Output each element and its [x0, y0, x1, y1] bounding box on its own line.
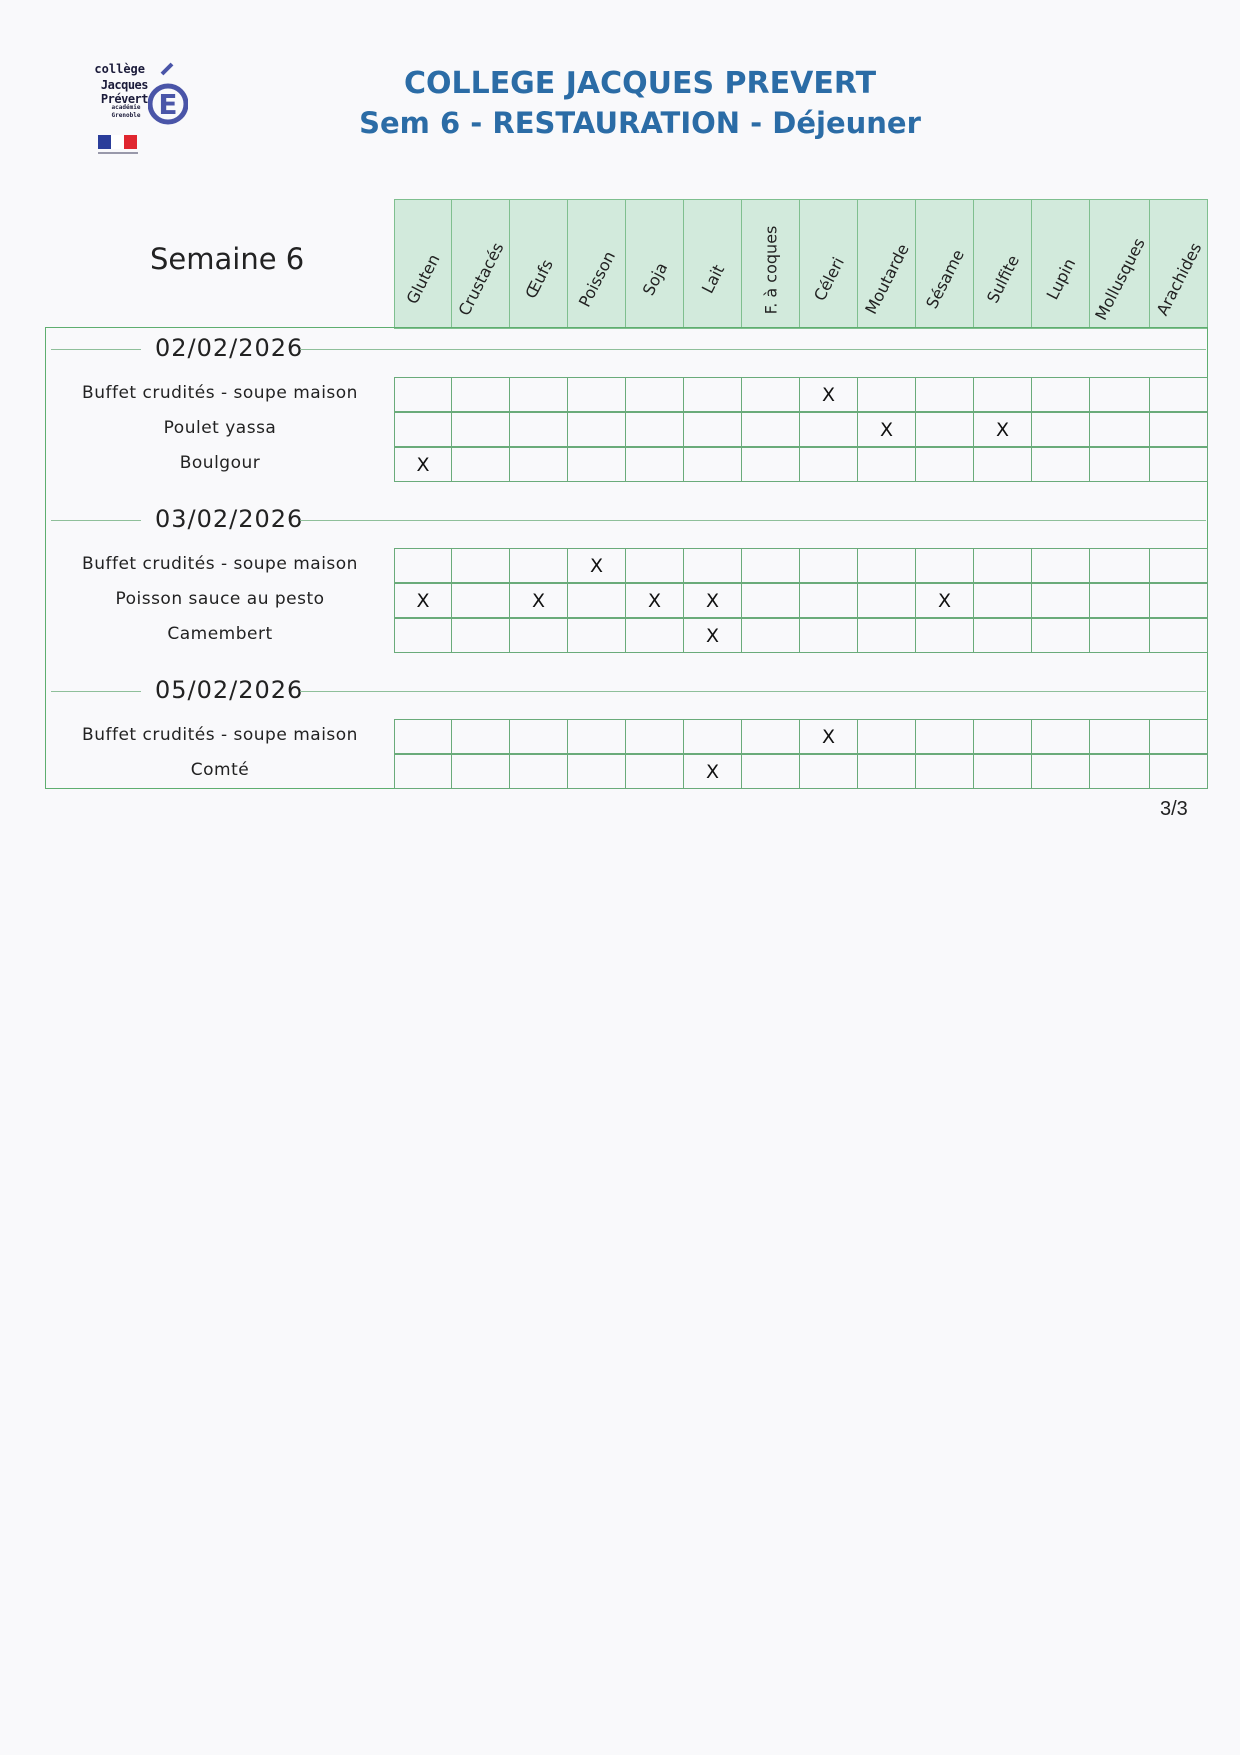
allergen-cell: [684, 754, 742, 789]
allergen-cell: [974, 583, 1032, 618]
allergen-cell: [1032, 618, 1090, 653]
allergen-header-label: F. à coques: [761, 226, 780, 315]
allergen-cell: [510, 719, 568, 754]
allergen-header-label: Soja: [638, 259, 671, 299]
allergen-cell: [858, 754, 916, 789]
allergen-mark: X: [531, 590, 546, 612]
allergen-cell: [568, 719, 626, 754]
allergen-cell: [1150, 377, 1208, 412]
allergen-cell: [742, 618, 800, 653]
menu-item-name: Boulgour: [179, 453, 261, 473]
allergen-cell: [974, 754, 1032, 789]
allergen-cell: [858, 377, 916, 412]
allergen-header-label: Lupin: [1042, 255, 1079, 304]
allergen-cell: [1090, 412, 1150, 447]
allergen-cell: [394, 583, 452, 618]
allergen-cell: [974, 412, 1032, 447]
date-header: [48, 676, 1206, 706]
allergen-header-label: Moutarde: [860, 241, 913, 318]
allergen-cell: [394, 754, 452, 789]
svg-text:E: E: [158, 88, 178, 121]
date-header: [48, 505, 1206, 535]
allergen-cell: [1150, 719, 1208, 754]
allergen-header-10: [974, 199, 1032, 329]
allergen-cell: [858, 447, 916, 482]
allergen-header-2: [510, 199, 568, 329]
allergen-cell: [684, 377, 742, 412]
menu-item-name: Buffet crudités - soupe maison: [82, 725, 358, 745]
allergen-cell: [626, 548, 684, 583]
allergen-grid-row: [394, 548, 1208, 583]
allergen-header-13: [1150, 199, 1208, 329]
allergen-cell: [858, 583, 916, 618]
allergen-cell: [510, 548, 568, 583]
allergen-cell: [510, 583, 568, 618]
allergen-cell: [974, 719, 1032, 754]
college-logo: [48, 42, 188, 162]
logo-academie: [104, 104, 148, 120]
allergen-cell: [626, 719, 684, 754]
allergen-cell: [800, 548, 858, 583]
logo-academie-line1: académie: [111, 104, 141, 111]
allergen-cell: [510, 447, 568, 482]
allergen-cell: [1032, 412, 1090, 447]
allergen-cell: [684, 412, 742, 447]
allergen-header-11: [1032, 199, 1090, 329]
allergen-cell: [684, 583, 742, 618]
allergen-mark: X: [647, 590, 662, 612]
allergen-header-3: [568, 199, 626, 329]
allergen-cell: [742, 583, 800, 618]
allergen-cell: [916, 719, 974, 754]
allergen-header-label: Lait: [697, 261, 728, 297]
allergen-header-label: Céleri: [809, 254, 848, 305]
allergen-cell: [974, 548, 1032, 583]
allergen-cell: [684, 548, 742, 583]
allergen-cell: [394, 447, 452, 482]
allergen-cell: [800, 618, 858, 653]
allergen-cell: [1150, 618, 1208, 653]
allergen-header-label: Mollusques: [1090, 235, 1149, 324]
allergen-cell: [858, 719, 916, 754]
allergen-cell: [974, 447, 1032, 482]
allergen-cell: [1032, 719, 1090, 754]
allergen-cell: [916, 548, 974, 583]
allergen-cell: [626, 583, 684, 618]
allergen-cell: [568, 548, 626, 583]
menu-item-name: Buffet crudités - soupe maison: [82, 383, 358, 403]
allergen-cell: [626, 447, 684, 482]
allergen-cell: [510, 377, 568, 412]
logo-college-name: Jacques Prévert: [100, 78, 148, 106]
page-subtitle: Sem 6 - RESTAURATION - Déjeuner: [359, 106, 921, 140]
allergen-header-0: [394, 199, 452, 329]
allergen-cell: [684, 618, 742, 653]
allergen-mark: X: [705, 590, 720, 612]
allergen-cell: [1150, 412, 1208, 447]
allergen-header-4: [626, 199, 684, 329]
allergen-cell: [1032, 377, 1090, 412]
allergen-cell: [858, 618, 916, 653]
allergen-cell: [394, 412, 452, 447]
allergen-cell: [394, 618, 452, 653]
date-label: 05/02/2026: [155, 676, 304, 704]
allergen-cell: [1032, 548, 1090, 583]
allergen-cell: [452, 583, 510, 618]
allergen-header-label: Arachides: [1152, 239, 1205, 319]
allergen-cell: [626, 412, 684, 447]
allergen-cell: [568, 377, 626, 412]
allergen-cell: [742, 412, 800, 447]
allergen-cell: [916, 754, 974, 789]
allergen-cell: [800, 583, 858, 618]
allergen-mark: X: [589, 555, 604, 577]
allergen-header-label: Crustacés: [454, 239, 507, 319]
allergen-header-12: [1090, 199, 1150, 329]
allergen-header-5: [684, 199, 742, 329]
allergen-grid-row: [394, 412, 1208, 447]
page-title: COLLEGE JACQUES PREVERT: [403, 66, 877, 101]
allergen-cell: [742, 719, 800, 754]
allergen-cell: [626, 754, 684, 789]
allergen-grid-row: [394, 447, 1208, 482]
week-label: Semaine 6: [150, 242, 305, 276]
allergen-cell: [1090, 377, 1150, 412]
allergen-mark: X: [416, 454, 430, 476]
date-divider-right: [300, 520, 1206, 521]
allergen-cell: [800, 412, 858, 447]
allergen-cell: [1150, 447, 1208, 482]
allergen-mark: X: [821, 384, 836, 406]
date-divider-left: [51, 520, 141, 521]
allergen-grid-row: [394, 377, 1208, 412]
date-header: [48, 334, 1206, 364]
allergen-grid-row: [394, 618, 1208, 653]
allergen-header-label: Gluten: [402, 251, 444, 308]
allergen-header-1: [452, 199, 510, 329]
allergen-cell: [684, 719, 742, 754]
allergen-cell: [1090, 618, 1150, 653]
allergen-mark: X: [821, 726, 836, 748]
allergen-cell: [800, 719, 858, 754]
logo-college-word: collège: [94, 62, 145, 76]
allergen-cell: [974, 377, 1032, 412]
allergen-cell: [452, 377, 510, 412]
allergen-header-8: [858, 199, 916, 329]
allergen-cell: [916, 447, 974, 482]
allergen-cell: [452, 618, 510, 653]
allergen-cell: [1150, 583, 1208, 618]
allergen-cell: [626, 618, 684, 653]
page-number: 3/3: [1160, 798, 1188, 820]
allergen-cell: [858, 412, 916, 447]
allergen-cell: [742, 447, 800, 482]
logo-divider: [98, 152, 138, 154]
allergen-cell: [916, 377, 974, 412]
allergen-cell: [1150, 548, 1208, 583]
allergen-grid-row: [394, 719, 1208, 754]
allergen-cell: [568, 412, 626, 447]
allergen-cell: [568, 754, 626, 789]
allergen-header-label: Sulfite: [982, 252, 1023, 307]
allergen-header-label: Œufs: [520, 256, 557, 303]
allergen-cell: [1090, 583, 1150, 618]
allergen-header-label: Poisson: [574, 248, 619, 311]
allergen-mark: X: [416, 590, 430, 612]
allergen-cell: [568, 618, 626, 653]
date-divider-right: [300, 691, 1206, 692]
allergen-cell: [684, 447, 742, 482]
allergen-cell: [510, 754, 568, 789]
allergen-cell: [568, 583, 626, 618]
allergen-cell: [452, 754, 510, 789]
menu-item-name: Poulet yassa: [163, 418, 277, 438]
allergen-cell: [800, 377, 858, 412]
allergen-mark: X: [937, 590, 952, 612]
allergen-grid-row: [394, 754, 1208, 789]
logo-academie-line2: Grenoble: [111, 112, 141, 119]
allergen-mark: X: [879, 419, 894, 441]
menu-item-name: Comté: [190, 760, 250, 780]
allergen-cell: [1032, 583, 1090, 618]
allergen-cell: [626, 377, 684, 412]
allergen-mark: X: [995, 419, 1010, 441]
allergen-grid-row: [394, 583, 1208, 618]
allergen-mark: X: [705, 625, 720, 647]
allergen-cell: [858, 548, 916, 583]
allergen-header-9: [916, 199, 974, 329]
date-divider-right: [300, 349, 1206, 350]
allergen-cell: [1150, 754, 1208, 789]
allergen-cell: [510, 618, 568, 653]
allergen-header-6: [742, 199, 800, 329]
allergen-header-label: Sésame: [921, 246, 968, 312]
allergen-cell: [394, 719, 452, 754]
allergen-cell: [1032, 447, 1090, 482]
allergen-cell: [916, 583, 974, 618]
allergen-cell: [800, 447, 858, 482]
allergen-cell: [742, 377, 800, 412]
date-label: 02/02/2026: [155, 334, 304, 362]
allergen-cell: [1090, 719, 1150, 754]
allergen-cell: [394, 377, 452, 412]
allergen-cell: [568, 447, 626, 482]
allergen-cell: [742, 754, 800, 789]
allergen-cell: [452, 548, 510, 583]
date-divider-left: [51, 691, 141, 692]
date-label: 03/02/2026: [155, 505, 304, 533]
menu-item-name: Buffet crudités - soupe maison: [82, 554, 358, 574]
allergen-cell: [916, 618, 974, 653]
allergen-cell: [916, 412, 974, 447]
allergen-cell: [1090, 447, 1150, 482]
allergen-cell: [1090, 754, 1150, 789]
allergen-cell: [800, 754, 858, 789]
allergen-cell: [452, 719, 510, 754]
allergen-cell: [452, 447, 510, 482]
menu-item-name: Camembert: [167, 624, 273, 644]
allergen-cell: [510, 412, 568, 447]
menu-item-name: Poisson sauce au pesto: [115, 589, 325, 609]
allergen-cell: [974, 618, 1032, 653]
allergen-cell: [452, 412, 510, 447]
allergen-header-7: [800, 199, 858, 329]
allergen-cell: [394, 548, 452, 583]
allergen-cell: [1032, 754, 1090, 789]
allergen-cell: [1090, 548, 1150, 583]
letter-e-logo-icon: [148, 60, 188, 130]
allergen-mark: X: [705, 761, 720, 783]
allergen-cell: [742, 548, 800, 583]
date-divider-left: [51, 349, 141, 350]
french-flag-icon: [98, 134, 138, 148]
